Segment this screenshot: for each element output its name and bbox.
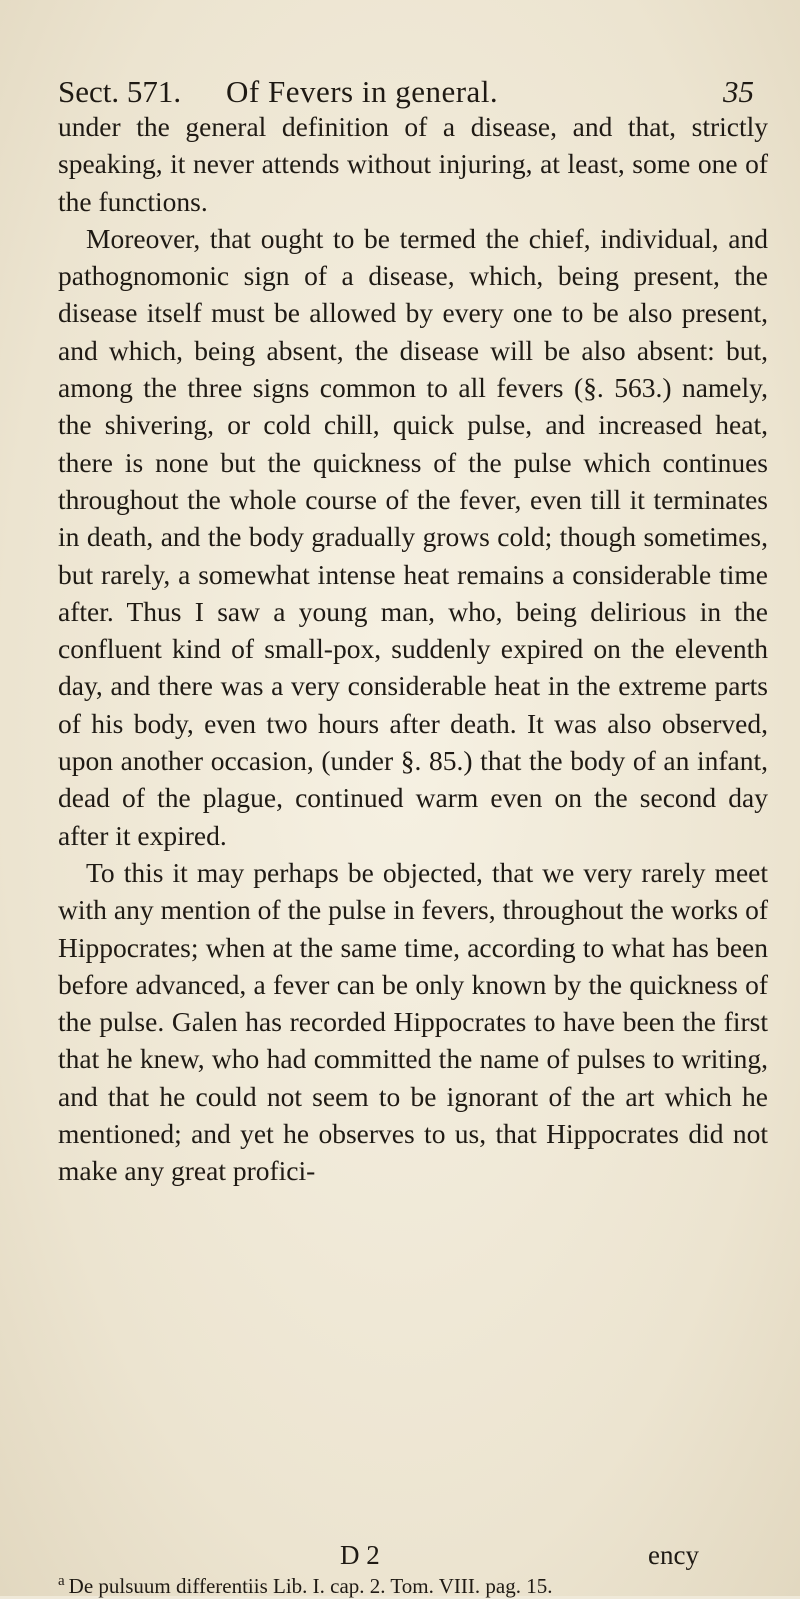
running-title: Of Fevers in general. [226,74,499,109]
footnote-marker: a [58,1573,65,1589]
paragraph-2: Moreover, that ought to be termed the chief, individual, and pathognomonic sign of a disease, which, being present, the disease itself must be allowed by every one to be also present, and which, being absent, the disease will be also absent: but, among the three signs common to all fevers (§. 563.) namely, the shivering, or cold chill, quick pulse, and increased heat, there is none but the quickness of the pulse which continues throughout the whole course of the fever, even till it terminates in death, and the body gradually grows cold; though sometimes, but rarely, a somewhat intense heat remains a considerable time after. Thus I saw a young man, who, being delirious in the confluent kind of small-pox, suddenly expired on the eleventh day, and there was a very considerable heat in the extreme parts of his body, even two hours after death. It was also observed, upon another occasion, (under §. 85.) that the body of an infant, dead of the plague, continued warm even on the second day after it expired. [58,222,768,851]
body-text [58,108,768,1190]
paragraph-1: under the general definition of a disease, and that, strictly speaking, it never attends without injuring, at least, some one of the functions. [58,111,768,217]
section-number: Sect. 571. [58,74,182,109]
footnote-text: De pulsuum differentiis Lib. I. cap. 2. Tom. VIII. pag. 15. [68,1574,553,1598]
footnote [58,1568,768,1599]
signature-mark: D 2 [340,1540,380,1570]
paragraph-3: To this it may perhaps be objected, that we very rarely meet with any mention of the pulse in fevers, throughout the works of Hippocrates; when at the same time, according to what has been before advanced, a fever can be only known by the quickness of the pulse. Galen has recorded Hippocrates to have been the first that he knew, who had committed the name of pulses to writing, and that he could not seem to be ignorant of the art which he mentioned; and yet he observes to us, that Hippocrates did not make any great profici- [58,856,768,1187]
page-number: 35 [723,74,754,109]
catchword: ency [648,1540,699,1570]
